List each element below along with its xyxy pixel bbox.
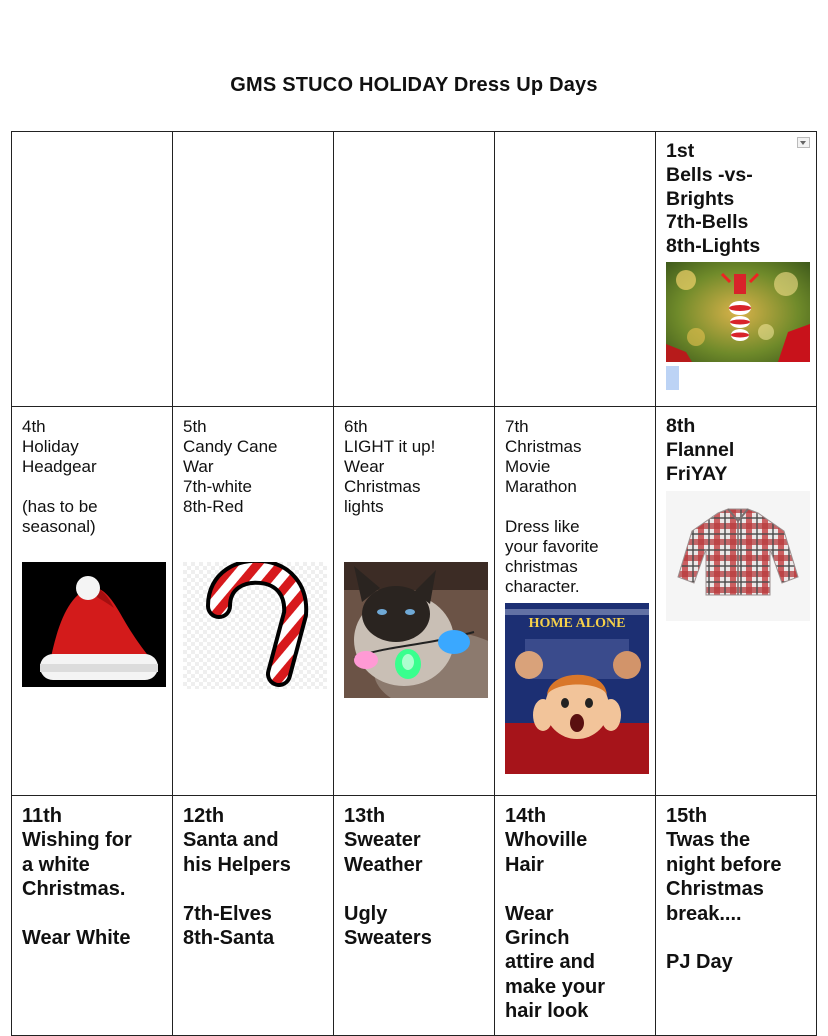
day-text-8th: 8th Flannel FriYAY — [666, 415, 735, 485]
day-cell-15th[interactable] — [656, 796, 817, 1036]
day-text-14th: 14th Whoville Hair Wear Grinch attire and make your hair look — [505, 805, 606, 1023]
calendar-table — [11, 131, 817, 1036]
day-cell-1st[interactable] — [656, 132, 817, 407]
day-text-1st: 1st Bells -vs- Brights 7th-Bells 8th-Lights — [666, 140, 761, 258]
day-cell-empty[interactable] — [12, 132, 173, 407]
page-title: GMS STUCO HOLIDAY Dress Up Days — [230, 74, 598, 96]
dropdown-arrow-icon[interactable] — [797, 137, 810, 148]
calendar-week-3 — [12, 796, 817, 1036]
day-text-5th: 5th Candy Cane War 7th-white 8th-Red — [183, 417, 278, 517]
day-cell-6th[interactable] — [334, 407, 495, 796]
day-cell-11th[interactable] — [12, 796, 173, 1036]
day-cell-empty[interactable] — [334, 132, 495, 407]
day-text-4th: 4th Holiday Headgear (has to be seasonal) — [22, 417, 98, 537]
day-cell-empty[interactable] — [173, 132, 334, 407]
day-cell-4th[interactable] — [12, 407, 173, 796]
day-text-15th: 15th Twas the night before Christmas break.... PJ Day — [666, 805, 782, 974]
poster-title: HOME ALONE — [528, 616, 626, 631]
home-alone-poster-image — [505, 603, 649, 774]
day-text-7th: 7th Christmas Movie Marathon Dress like your favorite christmas character. — [505, 417, 599, 597]
flannel-shirt-image — [666, 491, 810, 621]
day-cell-13th[interactable] — [334, 796, 495, 1036]
day-cell-empty[interactable] — [495, 132, 656, 407]
day-cell-7th[interactable] — [495, 407, 656, 796]
santa-hat-image — [22, 562, 166, 687]
day-text-13th: 13th Sweater Weather Ugly Sweaters — [344, 805, 432, 949]
calendar-week-2 — [12, 407, 817, 796]
day-text-12th: 12th Santa and his Helpers 7th-Elves 8th-Santa — [183, 805, 291, 949]
day-cell-14th[interactable] — [495, 796, 656, 1036]
candy-cane-image — [183, 562, 327, 689]
ornament-image — [666, 262, 810, 362]
day-cell-8th[interactable] — [656, 407, 817, 796]
day-cell-5th[interactable] — [173, 407, 334, 796]
cat-lights-image — [344, 562, 488, 698]
day-cell-12th[interactable] — [173, 796, 334, 1036]
day-text-6th: 6th LIGHT it up! Wear Christmas lights — [344, 417, 436, 517]
text-cursor — [666, 366, 679, 390]
calendar-week-1 — [12, 132, 817, 407]
day-text-11th: 11th Wishing for a white Christmas. Wear White — [22, 805, 132, 949]
